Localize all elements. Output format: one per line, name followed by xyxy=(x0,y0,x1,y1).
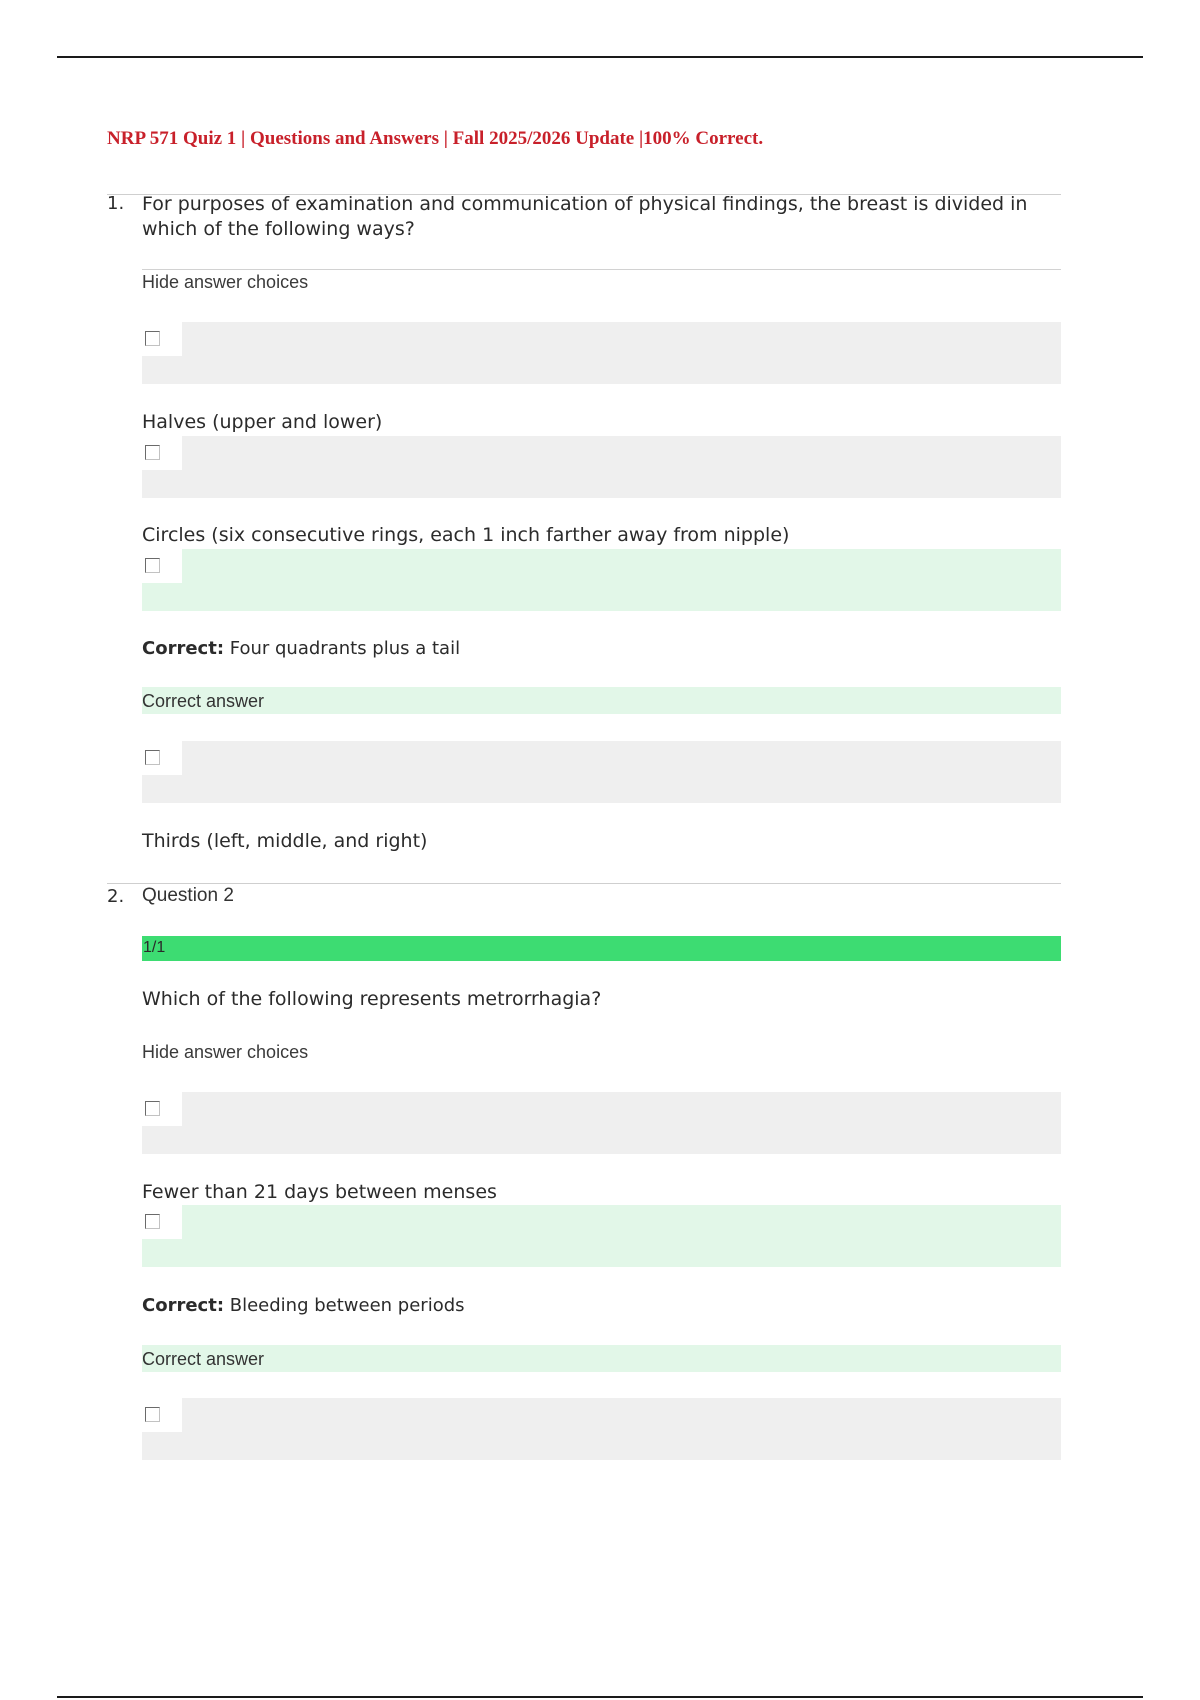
correct-answer-banner xyxy=(142,687,1061,714)
question-2-divider xyxy=(107,883,1061,884)
document-title: NRP 571 Quiz 1 | Questions and Answers | Fall 2025/2026 Update |100% Correct. xyxy=(107,128,764,149)
question-2-number: 2. xyxy=(107,886,125,907)
question-2-label: Question 2 xyxy=(142,885,234,906)
correct-answer-banner xyxy=(142,1345,1061,1372)
hide-answer-choices-link[interactable]: Hide answer choices xyxy=(142,272,309,292)
question-1-text: For purposes of examination and communication of physical findings, the breast is divided in which of the following ways? xyxy=(142,193,1028,240)
answer-checkbox[interactable] xyxy=(145,1214,160,1229)
question-1-inner-divider xyxy=(142,269,1061,270)
answer-choice-label: Fewer than 21 days between menses xyxy=(142,1181,497,1203)
answer-checkbox[interactable] xyxy=(145,558,160,573)
correct-prefix: Correct: xyxy=(142,638,225,659)
answer-checkbox[interactable] xyxy=(145,445,160,460)
correct-choice-row[interactable] xyxy=(142,549,1061,611)
correct-choice-label xyxy=(142,1295,465,1316)
checkbox-cell xyxy=(142,1398,182,1432)
question-2-text: Which of the following represents metrorrhagia? xyxy=(142,988,602,1010)
hide-answer-choices-link[interactable]: Hide answer choices xyxy=(142,1042,309,1062)
checkbox-cell xyxy=(142,1205,182,1239)
checkbox-cell xyxy=(142,741,182,775)
page-top-rule xyxy=(57,56,1143,58)
correct-prefix: Correct: xyxy=(142,1295,225,1316)
answer-choice-label: Circles (six consecutive rings, each 1 inch farther away from nipple) xyxy=(142,524,790,546)
answer-checkbox[interactable] xyxy=(145,1407,160,1422)
answer-choice-row[interactable] xyxy=(142,1092,1061,1154)
checkbox-cell xyxy=(142,1092,182,1126)
correct-choice-text: Four quadrants plus a tail xyxy=(229,638,461,659)
score-bar xyxy=(142,936,1061,961)
answer-checkbox[interactable] xyxy=(145,750,160,765)
answer-choice-row[interactable] xyxy=(142,1398,1061,1460)
correct-choice-text: Bleeding between periods xyxy=(229,1295,465,1316)
page-bottom-rule xyxy=(57,1696,1143,1698)
checkbox-cell xyxy=(142,549,182,583)
answer-checkbox[interactable] xyxy=(145,331,160,346)
correct-choice-row[interactable] xyxy=(142,1205,1061,1267)
correct-choice-label xyxy=(142,638,460,659)
answer-choice-row[interactable] xyxy=(142,436,1061,498)
answer-checkbox[interactable] xyxy=(145,1101,160,1116)
answer-choice-label: Halves (upper and lower) xyxy=(142,411,383,433)
correct-answer-label: Correct answer xyxy=(142,691,265,711)
checkbox-cell xyxy=(142,436,182,470)
checkbox-cell xyxy=(142,322,182,356)
score-value: 1/1 xyxy=(143,939,166,956)
answer-choice-label: Thirds (left, middle, and right) xyxy=(142,830,428,852)
answer-choice-row[interactable] xyxy=(142,322,1061,384)
answer-choice-row[interactable] xyxy=(142,741,1061,803)
question-1-number: 1. xyxy=(107,193,125,214)
correct-answer-label: Correct answer xyxy=(142,1349,265,1369)
